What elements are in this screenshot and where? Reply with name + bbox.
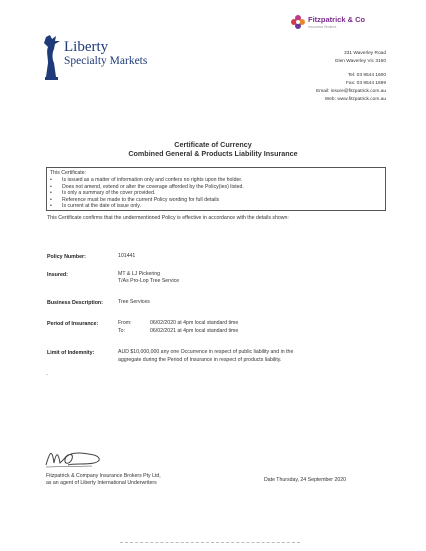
liberty-logo-text [64, 40, 147, 68]
limit-line-2: aggregate during the Period of Insurance in respect of products liability. [118, 357, 282, 363]
to-value: 06/02/2021 at 4pm local standard time [150, 328, 239, 334]
stray-dot: · [46, 372, 48, 378]
certificate-subtitle: Combined General & Products Liability Insurance [128, 149, 298, 158]
certificate-title: Certificate of Currency [174, 140, 252, 149]
notice-item: • Does not amend, extend or alter the coverage afforded by the Policy(ies) listed. [50, 183, 244, 190]
from-value: 06/02/2020 at 4pm local standard time [150, 320, 239, 326]
intro-text: This Certificate confirms that the undermentioned Policy is effective in accordance with the details shown: [47, 215, 289, 221]
policy-number-label: Policy Number: [47, 254, 86, 260]
notice-item: • Is only a summary of the cover provided. [50, 190, 156, 197]
from-label: From: [118, 320, 132, 326]
insured-label: Insured: [47, 272, 68, 278]
tel-line: Tel: 03 8544 1600 [347, 73, 386, 78]
address-block [316, 50, 386, 104]
issue-date: Date Thursday, 24 September 2020 [264, 477, 346, 483]
fax-line: Fax: 03 8544 1699 [345, 81, 386, 86]
business-description-label: Business Description: [47, 300, 103, 306]
insured-name: MT & LJ Pickering [118, 271, 160, 277]
notice-item: • Is current at the date of issue only. [50, 203, 141, 210]
insured-trading-as: T/As Pro-Lop Tree Service [118, 278, 180, 284]
policy-number-value: 101441 [118, 253, 136, 259]
footer-divider [120, 542, 300, 545]
notice-heading: This Certificate: [50, 170, 87, 176]
address-line-1: 331 Waverley Road [344, 51, 386, 56]
notice-item: • Is issued as a matter of information only and confers no rights upon the holder. [50, 177, 243, 183]
period-label: Period of Insurance: [47, 321, 99, 327]
liberty-subtitle: Specialty Markets [64, 55, 148, 67]
email-line: Email: insure@fitzpatrick.com.au [316, 89, 386, 94]
liberty-name: Liberty [64, 39, 109, 55]
signatory-block [46, 473, 161, 487]
fitzpatrick-flower-icon [290, 14, 306, 30]
signatory-line-2: as an agent of Liberty International Underwriters [46, 480, 157, 487]
notice-box [46, 167, 386, 211]
web-line: Web: www.fitzpatrick.com.au [324, 97, 386, 102]
fitzpatrick-subtitle: Insurance Brokers [308, 25, 337, 29]
business-description-value: Tree Services [118, 299, 150, 305]
limit-line-1: AUD $10,000,000 any one Occurrence in respect of public liability and in the [118, 349, 294, 355]
fitzpatrick-name: Fitzpatrick & Co [308, 15, 366, 24]
address-line-2: Glen Waverley Vic 3150 [334, 59, 386, 64]
notice-item: • Reference must be made to the current Policy wording for full details [50, 196, 220, 203]
signature-image [44, 445, 104, 471]
notice-list [50, 177, 244, 210]
limit-label: Limit of Indemnity: [47, 350, 95, 356]
signatory-line-1: Fitzpatrick & Company Insurance Brokers Pty Ltd, [46, 473, 161, 479]
to-label: To: [118, 328, 125, 334]
